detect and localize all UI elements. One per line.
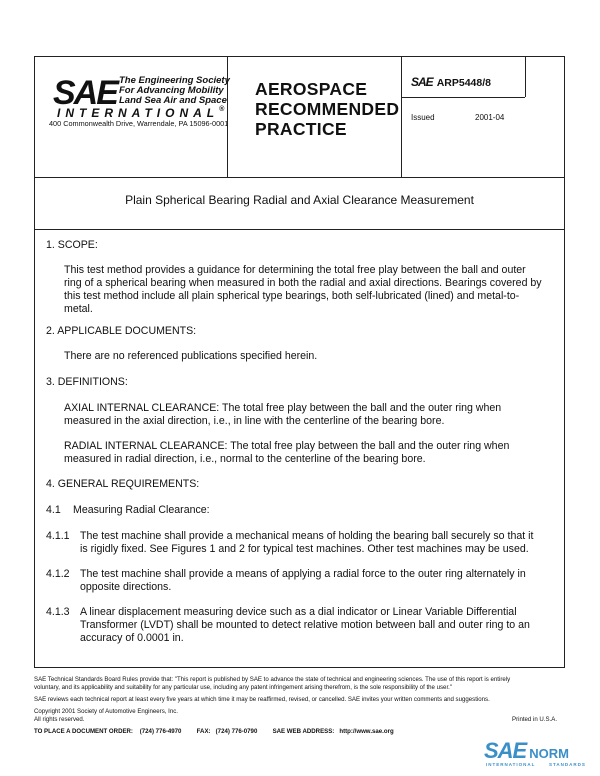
international-wordmark (57, 106, 224, 120)
applicable-paragraph: There are no referenced publications specified herein. (64, 350, 318, 362)
section-heading: 3. DEFINITIONS: (46, 376, 128, 388)
header-divider (525, 57, 526, 97)
brand-sae: SAE (484, 738, 527, 763)
subsection-heading: Measuring Radial Clearance: (73, 504, 210, 516)
category-line: PRACTICE (255, 119, 347, 139)
brand-norm: NORM (529, 746, 569, 761)
text-line: accuracy of 0.0001 in. (80, 632, 184, 644)
society-address: 400 Commonwealth Drive, Warrendale, PA 15096-0001 (49, 119, 229, 128)
sae-norm-brand (484, 738, 586, 767)
fax-label: FAX: (196, 728, 211, 735)
requirement-paragraph (80, 606, 530, 645)
text-line: opposite directions. (80, 581, 172, 593)
fax-number: (724) 776-0790 (215, 728, 258, 735)
society-line: For Advancing Mobility (119, 85, 224, 96)
order-phone: (724) 776-4970 (139, 728, 182, 735)
standards-rules-notice (34, 676, 510, 692)
requirement-paragraph (80, 530, 533, 556)
section-heading: 4. GENERAL REQUIREMENTS: (46, 478, 200, 490)
footer-line: SAE Technical Standards Board Rules provide that: "This report is published by SAE to advance the state of technical and engineering sciences. The use of this report is entirely (34, 676, 511, 683)
section-heading: 2. APPLICABLE DOCUMENTS: (46, 325, 197, 337)
title-row (35, 177, 564, 230)
international-text: INTERNATIONAL (57, 106, 220, 120)
review-notice: SAE reviews each technical report at least every five years at which time it may be reaffirmed, revised, or cancelled. SAE invites your written comments and suggestions. (34, 696, 490, 703)
scope-paragraph (64, 264, 542, 316)
document-title: Plain Spherical Bearing Radial and Axial Clearance Measurement (125, 193, 474, 207)
document-category (255, 79, 399, 139)
document-number (411, 75, 491, 89)
header-divider (401, 57, 402, 177)
text-line: measured in the axial direction, i.e., in line with the centerline of the bearing bore. (64, 415, 445, 427)
brand-standards: STANDARDS (548, 762, 586, 767)
text-line: is rigidly fixed. See Figures 1 and 2 for typical test machines. Other test machines may be used. (80, 543, 529, 555)
brand-international: INTERNATIONAL (486, 762, 536, 767)
axial-definition (64, 402, 501, 428)
printed-notice: Printed in U.S.A. (512, 716, 558, 723)
radial-definition (64, 440, 509, 466)
web-label: SAE WEB ADDRESS: (272, 728, 335, 735)
society-tagline (119, 76, 269, 106)
subsection-number: 4.1.3 (46, 606, 70, 618)
footer-line: All rights reserved. (34, 716, 85, 723)
subsection-number: 4.1 (46, 504, 61, 516)
text-line: ring of a spherical bearing when measured in both the radial and axial directions. Bearings covered by (64, 277, 542, 289)
sae-logo-mark: SAE (53, 74, 117, 112)
issued-label: Issued (411, 113, 435, 122)
text-line: RADIAL INTERNAL CLEARANCE: The total free play between the ball and the outer ring when (64, 440, 510, 452)
text-line: this test method include all plain spherical type bearings, both self-lubricated (lined) and metal-to- (64, 290, 520, 302)
text-line: measured in radial direction, i.e., normal to the centerline of the bearing bore. (64, 453, 426, 465)
category-line: AEROSPACE (255, 79, 368, 99)
text-line: A linear displacement measuring device such as a dial indicator or Linear Variable Differential (80, 606, 517, 618)
society-line: Land Sea Air and Space (119, 95, 227, 106)
header-divider (401, 97, 525, 98)
subsection-number: 4.1.2 (46, 568, 70, 580)
issued-date: 2001-04 (475, 113, 505, 122)
order-label: TO PLACE A DOCUMENT ORDER: (34, 728, 133, 735)
header-row (35, 57, 564, 178)
copyright-notice (34, 708, 178, 724)
footer-line: voluntary, and its applicability and suitability for any particular use, including any patent infringement arising therefrom, is the sole responsibility of the user." (34, 684, 452, 691)
sae-small-logo: SAE (411, 75, 433, 89)
text-line: Transformer (LVDT) shall be mounted to detect relative motion between ball and outer ring to an (80, 619, 530, 631)
footer-line: Copyright 2001 Society of Automotive Engineers, Inc. (34, 708, 178, 715)
society-line: The Engineering Society (119, 75, 230, 86)
subsection-number: 4.1.1 (46, 530, 70, 542)
text-line: This test method provides a guidance for determining the total free play between the ball and outer (64, 264, 526, 276)
text-line: The test machine shall provide a mechanical means of holding the bearing ball securely so that it (80, 530, 534, 542)
text-line: AXIAL INTERNAL CLEARANCE: The total free play between the ball and the outer ring when (64, 402, 502, 414)
order-info (34, 728, 394, 736)
requirement-paragraph (80, 568, 526, 594)
brand-subline (486, 762, 586, 767)
registered-mark: ® (219, 106, 225, 113)
text-line: metal. (64, 303, 93, 315)
section-heading: 1. SCOPE: (46, 239, 98, 251)
web-address[interactable]: http://www.sae.org (339, 728, 394, 735)
category-line: RECOMMENDED (255, 99, 400, 119)
document-number-text: ARP5448/8 (436, 77, 491, 89)
text-line: The test machine shall provide a means of applying a radial force to the outer ring alternately in (80, 568, 526, 580)
